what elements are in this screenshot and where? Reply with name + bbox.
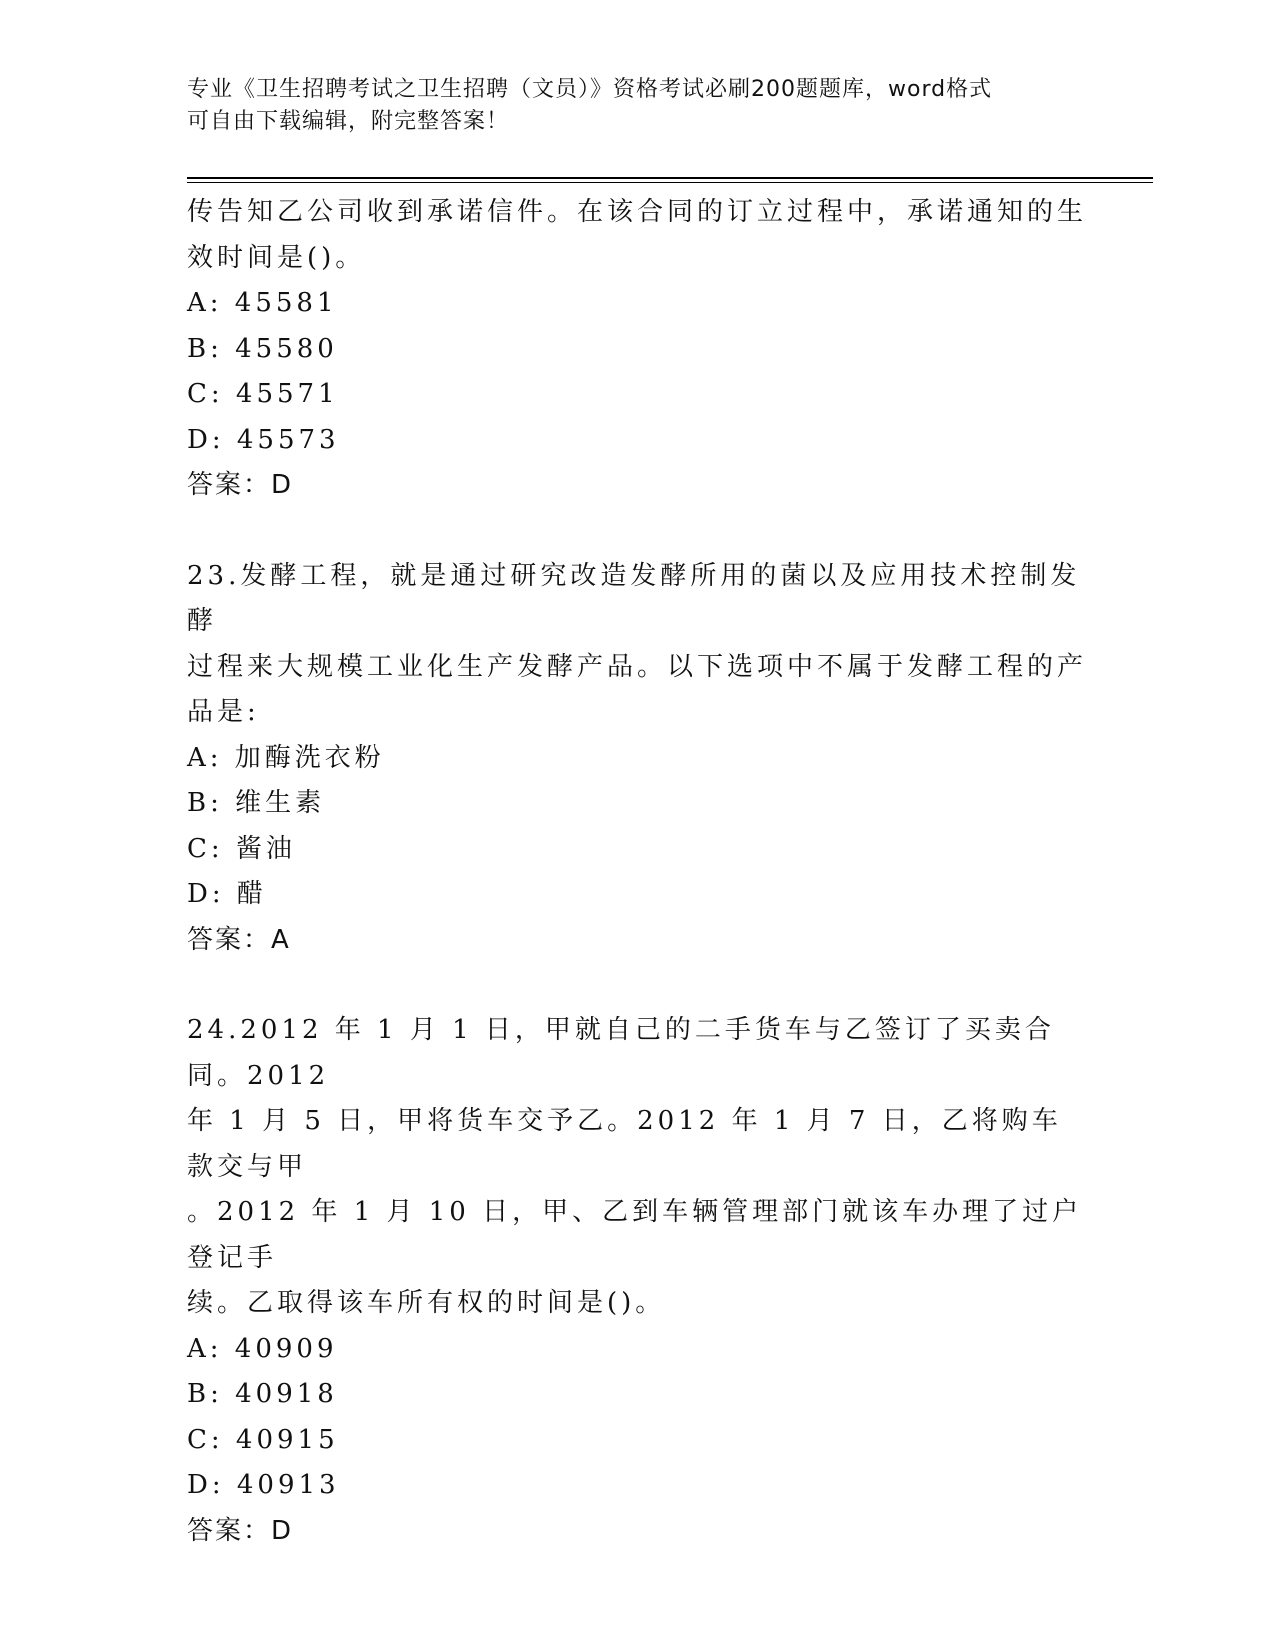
- option-a: A: 加酶洗衣粉: [187, 742, 385, 773]
- answer-line: 答案：A: [187, 924, 291, 955]
- header-divider-thick: [187, 177, 1153, 179]
- option-c: C: 40915: [187, 1424, 339, 1455]
- question-text-line: 24.2012 年 1 月 1 日，甲就自己的二手货车与乙签订了买卖合同。2012: [187, 1015, 1055, 1091]
- option-b: B: 45580: [187, 333, 338, 364]
- document-body: [187, 190, 1087, 1554]
- question-spacer: [187, 509, 1087, 554]
- question-text-line: 年 1 月 5 日，甲将货车交予乙。2012 年 1 月 7 日，乙将购车款交与甲: [187, 1106, 1062, 1182]
- header-divider-thin: [187, 182, 1153, 183]
- question-text-line: 品是:: [187, 697, 260, 727]
- document-header: [187, 74, 1087, 138]
- question-block-24: [187, 1008, 1087, 1554]
- option-d: D: 45573: [187, 424, 340, 455]
- option-c: C: 酱油: [187, 833, 296, 864]
- question-text-line: 23.发酵工程，就是通过研究改造发酵所用的菌以及应用技术控制发酵: [187, 560, 1081, 636]
- option-a: A: 45581: [187, 288, 338, 318]
- question-text-line: 。2012 年 1 月 10 日，甲、乙到车辆管理部门就该车办理了过户登记手: [187, 1197, 1083, 1273]
- option-d: D: 40913: [187, 1470, 340, 1500]
- header-line-1: 专业《卫生招聘考试之卫生招聘（文员）》资格考试必刷200题题库，word格式: [187, 77, 993, 102]
- question-text-line: 续。乙取得该车所有权的时间是()。: [187, 1288, 666, 1318]
- option-c: C: 45571: [187, 379, 339, 409]
- question-block-22: [187, 190, 1087, 509]
- header-line-2: 可自由下载编辑，附完整答案！: [187, 109, 510, 134]
- question-spacer: [187, 963, 1087, 1008]
- answer-line: 答案：D: [187, 1515, 294, 1546]
- question-text-line: 传告知乙公司收到承诺信件。在该合同的订立过程中，承诺通知的生: [187, 197, 1088, 227]
- option-b: B: 40918: [187, 1379, 338, 1409]
- option-b: B: 维生素: [187, 788, 326, 818]
- question-block-23: [187, 554, 1087, 964]
- question-text-line: 效时间是()。: [187, 242, 366, 273]
- answer-line: 答案：D: [187, 470, 294, 500]
- option-a: A: 40909: [187, 1333, 338, 1364]
- option-d: D: 醋: [187, 879, 267, 909]
- question-text-line: 过程来大规模工业化生产发酵产品。以下选项中不属于发酵工程的产: [187, 651, 1088, 682]
